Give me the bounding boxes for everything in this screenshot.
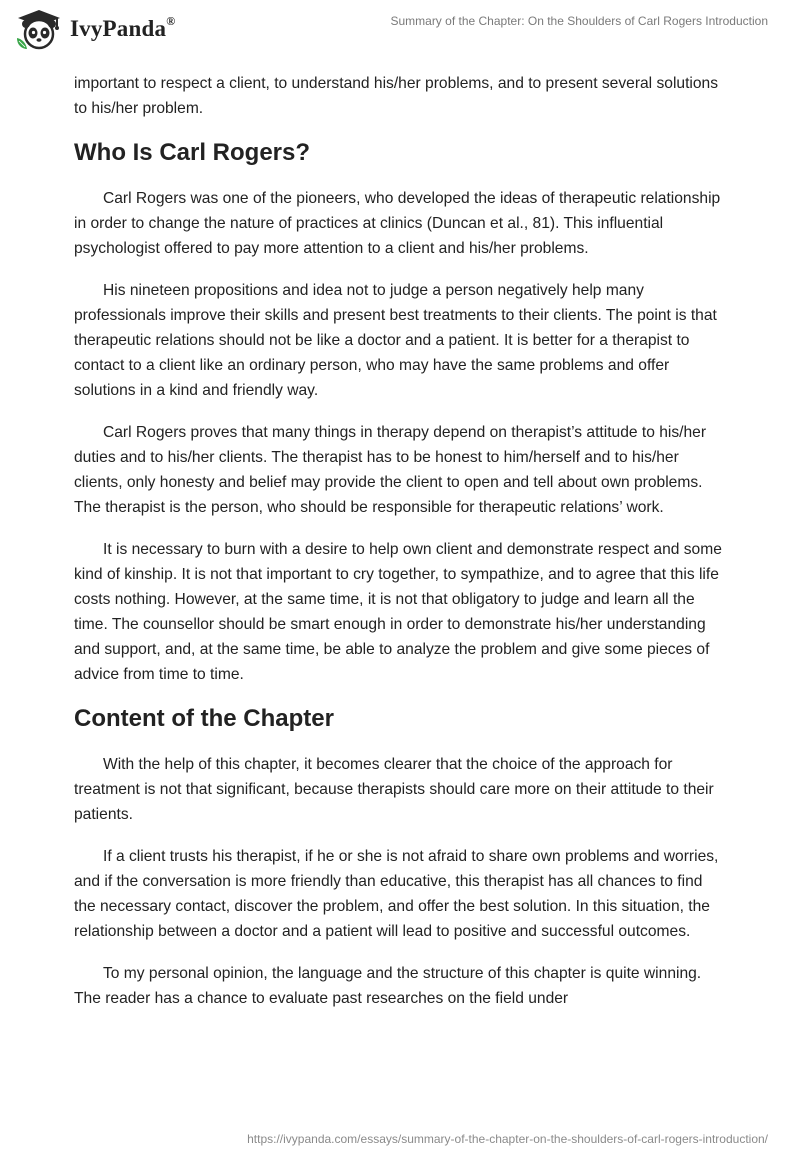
document-title: Summary of the Chapter: On the Shoulders of Carl Rogers Introduction	[390, 14, 768, 28]
section-heading: Who Is Carl Rogers?	[74, 139, 311, 166]
paragraph: Carl Rogers was one of the pioneers, who developed the ideas of therapeutic relationship in order to change the nature of practices at clinics (Duncan et al., 81). This influential psychologist offered to pay more attention to a client and his/her problems.	[74, 190, 721, 257]
logo-wordmark: IvyPanda®	[70, 14, 176, 41]
panda-logo-icon	[14, 8, 64, 50]
essay-body	[74, 71, 726, 1028]
paragraph: important to respect a client, to understand his/her problems, and to present several solutions to his/her problem.	[74, 75, 719, 117]
paragraph: It is necessary to burn with a desire to help own client and demonstrate respect and some kind of kinship. It is not that important to cry together, to sympathize, and to agree that this life costs nothing. However, at the same time, it is not that obligatory to judge and learn all the time. The counsellor should be smart enough in order to demonstrate his/her understanding and support, and, at the same time, be able to analyze the problem and give some pieces of advice from time to time.	[74, 541, 722, 683]
footer-source-link[interactable]: https://ivypanda.com/essays/summary-of-the-chapter-on-the-shoulders-of-carl-rogers-introduction/	[247, 1132, 768, 1146]
paragraph: Carl Rogers proves that many things in therapy depend on therapist’s attitude to his/her duties and to his/her clients. The therapist has to be honest to him/herself and to his/her clients, only honesty and belief may provide the client to open and tell about own problems. The therapist is the person, who should be responsible for therapeutic relations’ work.	[74, 424, 707, 516]
paragraph: With the help of this chapter, it becomes clearer that the choice of the approach for treatment is not that significant, because therapists should care more on their attitude to their patients.	[74, 756, 714, 823]
section-heading: Content of the Chapter	[74, 705, 334, 732]
page-header	[0, 0, 800, 64]
paragraph: His nineteen propositions and idea not to judge a person negatively help many professionals improve their skills and present best treatments to their clients. The point is that therapeutic relations should not be like a doctor and a patient. It is better for a therapist to contact to a client like an ordinary person, who may have the same problems and offer solutions in a kind and friendly way.	[74, 282, 717, 399]
paragraph: If a client trusts his therapist, if he or she is not afraid to share own problems and worries, and if the conversation is more friendly than educative, this therapist has all chances to find the necessary contact, discover the problem, and offer the best solution. In this situation, the relationship between a doctor and a patient will lead to positive and successful outcomes.	[74, 848, 719, 940]
ivypanda-logo[interactable]	[14, 8, 175, 50]
paragraph: To my personal opinion, the language and the structure of this chapter is quite winning. The reader has a chance to evaluate past researches on the field under	[74, 965, 702, 1007]
